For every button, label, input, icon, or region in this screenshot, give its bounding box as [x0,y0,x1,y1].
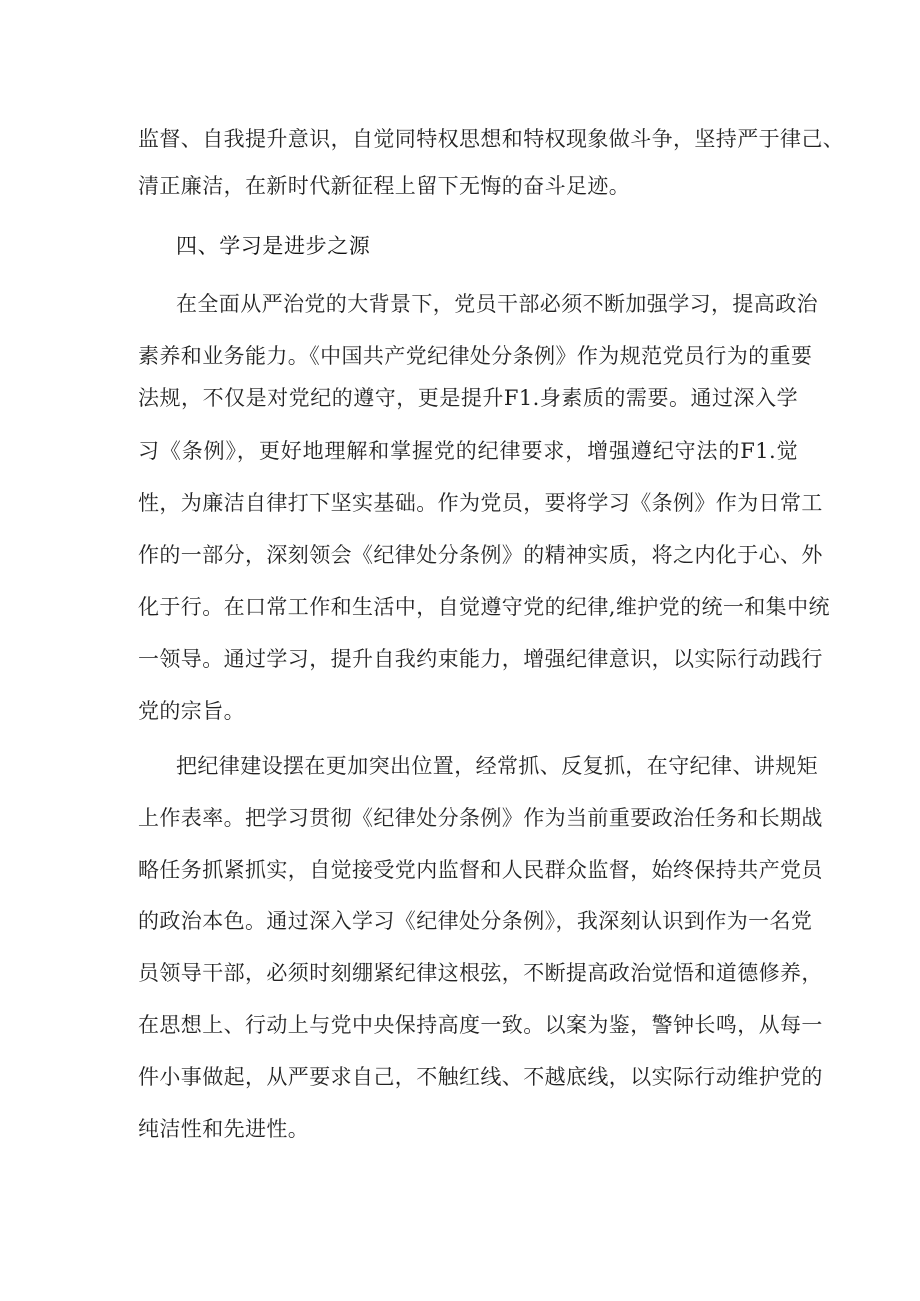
paragraph-line: 素养和业务能力。《中国共产党纪律处分条例》作为规范党员行为的重要 [138,344,813,368]
paragraph-line: 一领导。通过学习，提升自我约束能力，增强纪律意识，以实际行动践行 [138,647,823,671]
paragraph-line: 略任务抓紧抓实，自觉接受党内监督和人民群众监督，始终保持共产党员 [138,858,823,882]
paragraph-line: 纯洁性和先进性。 [138,1117,310,1141]
paragraph-line: 党的宗旨。 [138,699,245,723]
paragraph-line: 作的一部分，深刻领会《纪律处分条例》的精神实质，将之内化于心、外 [138,543,823,567]
paragraph-line: 清正廉洁，在新时代新征程上留下无悔的奋斗足迹。 [138,174,631,198]
paragraph-line: 法规，不仅是对党纪的遵守，更是提升F1.身素质的需要。通过深入学 [138,386,798,410]
paragraph-line: 员领导干部，必须时刻绷紧纪律这根弦，不断提高政治觉悟和道德修养， [138,961,823,985]
paragraph-line: 习《条例》，更好地理解和掌握党的纪律要求，增强遵纪守法的F1.觉 [138,439,798,463]
paragraph-line: 监督、自我提升意识，自觉同特权思想和特权现象做斗争，坚持严于律己、 [138,127,845,151]
section-heading: 四、学习是进步之源 [176,234,371,258]
paragraph-line: 在思想上、行动上与党中央保持高度一致。以案为鉴，警钟长鸣，从每一 [138,1013,823,1037]
paragraph-line: 把纪律建设摆在更加突出位置，经常抓、反复抓，在守纪律、讲规矩 [176,754,818,778]
paragraph-line: 件小事做起，从严要求自己，不触红线、不越底线，以实际行动维护党的 [138,1065,823,1089]
paragraph-line: 化于行。在口常工作和生活中，自觉遵守党的纪律,维护党的统一和集中统 [138,595,830,619]
paragraph-line: 在全面从严治党的大背景下，党员干部必须不断加强学习，提高政治 [176,292,818,316]
paragraph-line: 性，为廉洁自律打下坚实基础。作为党员，要将学习《条例》作为日常工 [138,491,823,515]
paragraph-line: 上作表率。把学习贯彻《纪律处分条例》作为当前重要政治任务和长期战 [138,806,823,830]
paragraph-line: 的政治本色。通过深入学习《纪律处分条例》，我深刻认识到作为一名党 [138,909,813,933]
